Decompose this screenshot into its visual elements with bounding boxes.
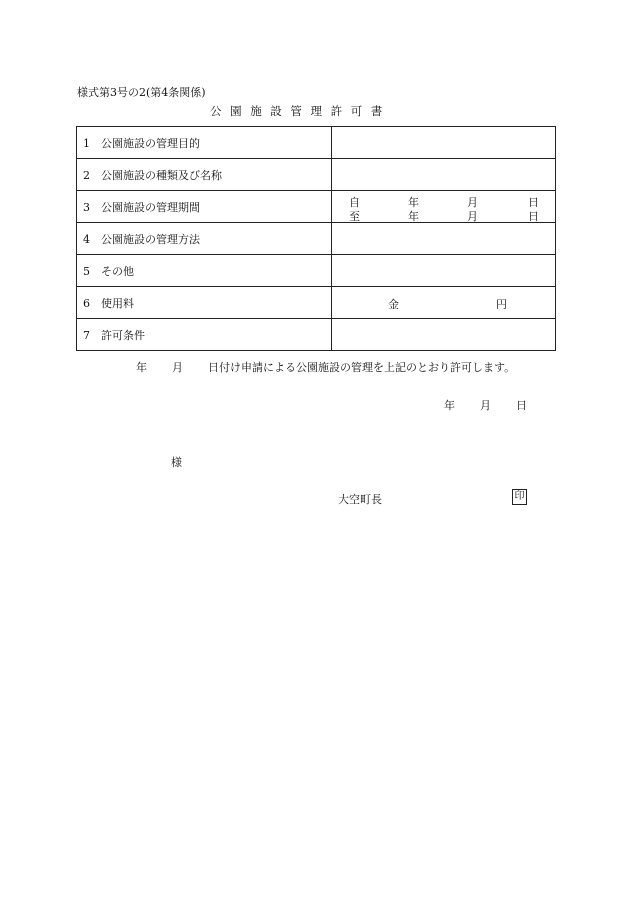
row-label-cell	[77, 159, 332, 191]
period-to-month: 月	[467, 210, 478, 223]
row-number: 5	[83, 264, 90, 278]
table-row	[77, 127, 556, 159]
issue-date-year: 年	[444, 399, 455, 412]
row-number: 2	[83, 168, 90, 182]
fee-prefix: 金	[388, 298, 399, 311]
management-purpose-field[interactable]	[332, 127, 556, 159]
row-label: 公園施設の種類及び名称	[101, 168, 222, 182]
form-number: 様式第3号の2(第4条関係)	[77, 86, 206, 99]
fee-unit: 円	[496, 298, 507, 311]
period-from-year: 年	[408, 196, 419, 209]
document-title: 公園施設管理許可書	[210, 104, 391, 118]
management-method-field[interactable]	[332, 223, 556, 255]
row-label-cell	[77, 255, 332, 287]
period-to-day: 日	[528, 210, 539, 223]
table-row	[77, 255, 556, 287]
row-label-cell	[77, 127, 332, 159]
other-field[interactable]	[332, 255, 556, 287]
addressee-suffix: 様	[171, 456, 182, 469]
row-label: 公園施設の管理方法	[101, 232, 200, 246]
table-row	[77, 191, 556, 223]
statement-text: 日付け申請による公園施設の管理を上記のとおり許可します。	[208, 361, 516, 374]
facility-type-name-field[interactable]	[332, 159, 556, 191]
issuer-name: 大空町長	[338, 493, 382, 506]
row-label: 公園施設の管理期間	[101, 200, 200, 214]
row-label-cell	[77, 319, 332, 351]
usage-fee-field[interactable]	[332, 287, 556, 319]
row-label: 公園施設の管理目的	[101, 136, 200, 150]
table-row	[77, 287, 556, 319]
statement-year: 年	[136, 361, 147, 374]
statement-month: 月	[172, 361, 183, 374]
period-to-year: 年	[408, 210, 419, 223]
period-from-day: 日	[528, 196, 539, 209]
row-label: その他	[101, 264, 134, 278]
table-row	[77, 159, 556, 191]
issue-date-month: 月	[480, 399, 491, 412]
row-label-cell	[77, 287, 332, 319]
row-number: 7	[83, 328, 90, 342]
period-to-label: 至	[349, 210, 360, 223]
row-number: 1	[83, 136, 90, 150]
management-period-field[interactable]	[332, 191, 556, 223]
period-from-label: 自	[349, 196, 360, 209]
period-from-month: 月	[467, 196, 478, 209]
table-row	[77, 319, 556, 351]
row-label-cell	[77, 191, 332, 223]
permit-conditions-field[interactable]	[332, 319, 556, 351]
issue-date-day: 日	[516, 399, 527, 412]
permit-table	[76, 126, 556, 351]
row-label-cell	[77, 223, 332, 255]
row-label: 使用料	[101, 296, 134, 310]
row-number: 6	[83, 296, 90, 310]
seal-mark: 印	[512, 489, 527, 505]
table-row	[77, 223, 556, 255]
row-number: 4	[83, 232, 90, 246]
row-number: 3	[83, 200, 90, 214]
row-label: 許可条件	[101, 328, 145, 342]
